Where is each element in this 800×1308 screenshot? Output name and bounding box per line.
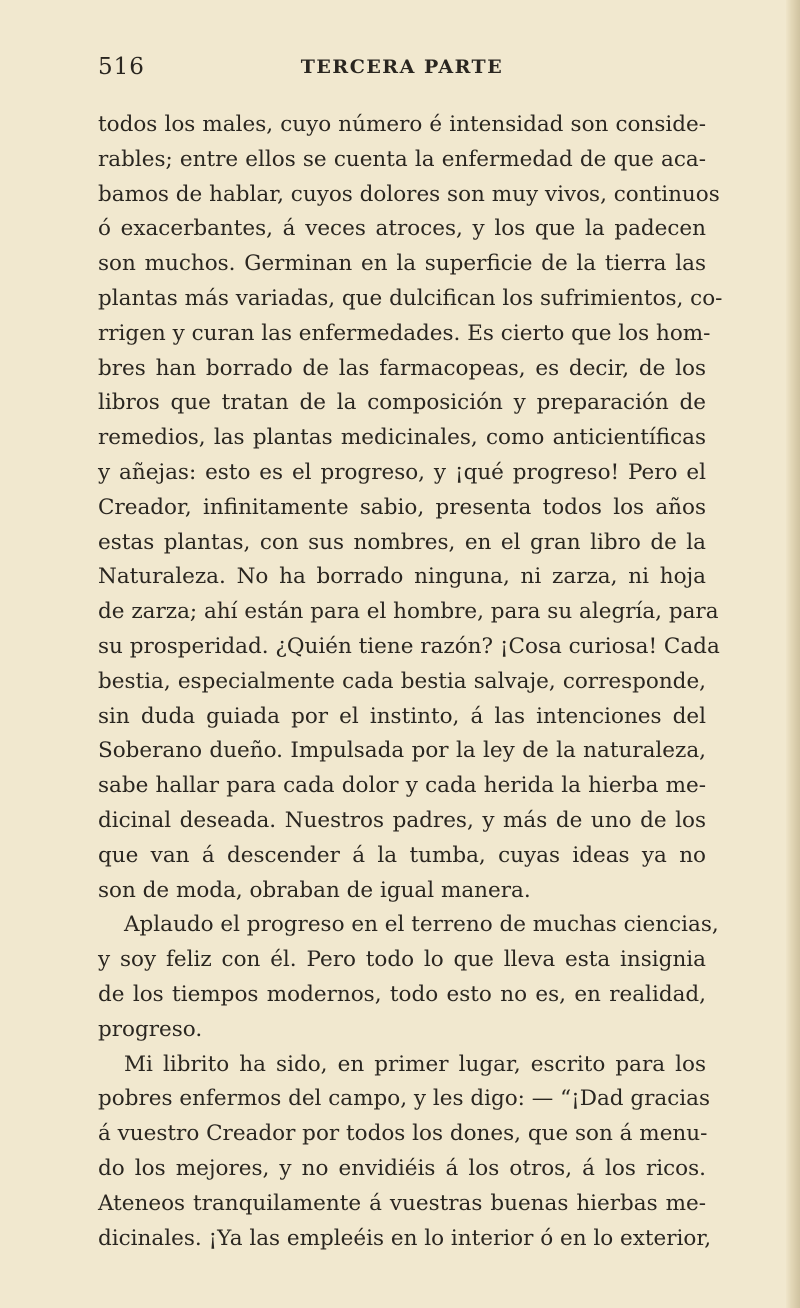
- text-line: Creador, infinitamente sabio, presenta todos los años: [98, 494, 706, 520]
- text-line: de los tiempos modernos, todo esto no es, en realidad,: [98, 981, 706, 1007]
- text-line: plantas más variadas, que dulcifican los sufrimientos, co-: [98, 285, 723, 311]
- text-line: bestia, especialmente cada bestia salvaje, corresponde,: [98, 668, 706, 694]
- text-line: libros que tratan de la composición y preparación de: [98, 390, 706, 416]
- body-text: [98, 108, 723, 1256]
- text-line: Ateneos tranquilamente á vuestras buenas hierbas me-: [98, 1190, 706, 1216]
- page-edge: [786, 0, 800, 1308]
- page-header: [98, 54, 706, 88]
- text-line: son muchos. Germinan en la superficie de la tierra las: [98, 251, 706, 277]
- text-line: dicinales. ¡Ya las empleéis en lo interior ó en lo exterior,: [98, 1225, 712, 1251]
- text-line: Soberano dueño. Impulsada por la ley de la naturaleza,: [98, 738, 706, 764]
- text-line: Aplaudo el progreso en el terreno de muchas ciencias,: [124, 912, 719, 938]
- text-line: bres han borrado de las farmacopeas, es decir, de los: [98, 355, 706, 381]
- text-line: á vuestro Creador por todos los dones, que son á menu-: [98, 1121, 708, 1147]
- page-number: 516: [98, 54, 145, 80]
- text-line: dicinal deseada. Nuestros padres, y más de uno de los: [98, 807, 706, 833]
- text-line: sin duda guiada por el instinto, á las intenciones del: [98, 703, 706, 729]
- running-head: TERCERA PARTE: [300, 56, 504, 78]
- text-line: Naturaleza. No ha borrado ninguna, ni zarza, ni hoja: [98, 564, 706, 590]
- text-line: y añejas: esto es el progreso, y ¡qué progreso! Pero el: [98, 459, 706, 485]
- text-line: todos los males, cuyo número é intensidad son conside-: [98, 112, 706, 137]
- text-line: ó exacerbantes, á veces atroces, y los que la padecen: [98, 216, 706, 242]
- text-line: y soy feliz con él. Pero todo lo que lleva esta insignia: [98, 947, 706, 973]
- text-line: su prosperidad. ¿Quién tiene razón? ¡Cosa curiosa! Cada: [98, 633, 720, 659]
- text-line: rrigen y curan las enfermedades. Es cierto que los hom-: [98, 320, 711, 346]
- text-line: Mi librito ha sido, en primer lugar, escrito para los: [124, 1051, 706, 1077]
- text-line: estas plantas, con sus nombres, en el gran libro de la: [98, 529, 706, 555]
- text-line: pobres enfermos del campo, y les digo: — “¡Dad gracias: [98, 1086, 711, 1112]
- text-line: do los mejores, y no envidiéis á los otros, á los ricos.: [98, 1155, 706, 1181]
- text-line: rables; entre ellos se cuenta la enfermedad de que aca-: [98, 146, 706, 172]
- text-line: progreso.: [98, 1016, 203, 1042]
- text-line: bamos de hablar, cuyos dolores son muy vivos, continuos: [98, 181, 720, 207]
- text-line: sabe hallar para cada dolor y cada herida la hierba me-: [98, 773, 706, 799]
- text-line: de zarza; ahí están para el hombre, para su alegría, para: [98, 599, 719, 625]
- text-line: son de moda, obraban de igual manera.: [98, 877, 531, 903]
- text-line: remedios, las plantas medicinales, como anticientíficas: [98, 425, 706, 451]
- text-line: que van á descender á la tumba, cuyas ideas ya no: [98, 842, 706, 868]
